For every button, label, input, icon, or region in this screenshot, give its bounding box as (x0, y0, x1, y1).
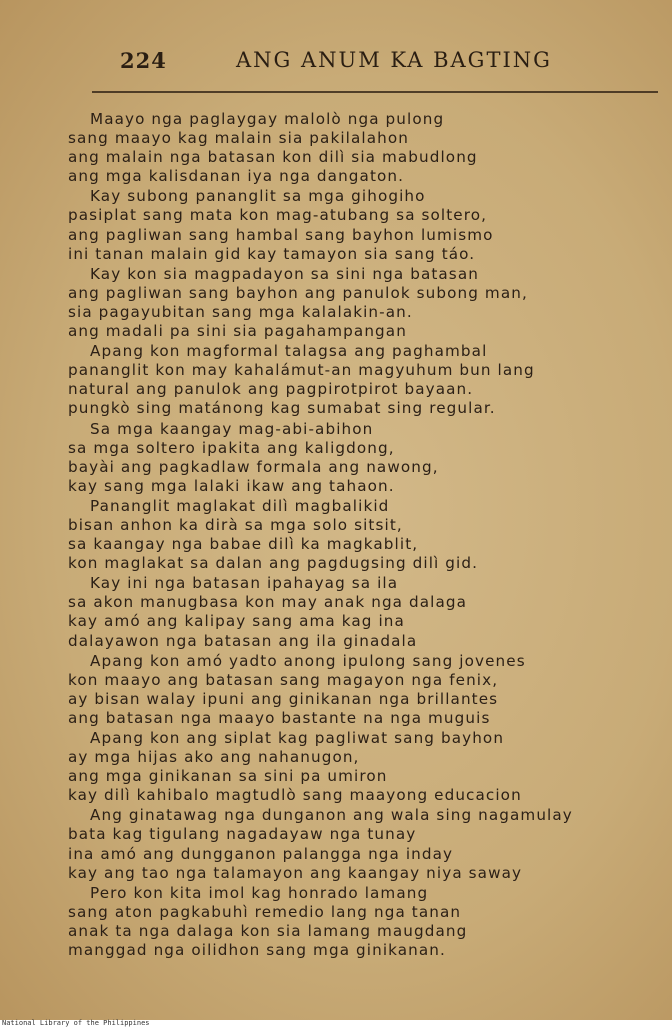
poem-line: pungkò sing matánong kag sumabat sing regular. (68, 399, 496, 418)
stanza (68, 420, 658, 496)
poem-line: ang mga ginikanan sa sini pa umiron (68, 767, 388, 786)
poem-line: kay ang tao nga talamayon ang kaangay niya saway (68, 863, 523, 882)
poem-line: dalayawon nga batasan ang ila ginadala (68, 631, 418, 650)
poem-line: Kay ini nga batasan ipahayag sa ila (90, 574, 399, 593)
library-credit: National Library of the Philippines (2, 1019, 150, 1027)
header-rule (92, 91, 658, 93)
stanza (68, 806, 658, 882)
poem-line: sang maayo kag malain sia pakilalahon (68, 129, 409, 148)
stanza (68, 729, 658, 805)
running-title: ANG ANUM KA BAGTING (236, 48, 552, 72)
poem-line: ay bisan walay ipuni ang ginikanan nga brillantes (68, 689, 499, 708)
poem-line: ay mga hijas ako ang nahanugon, (68, 748, 360, 767)
poem-line: manggad nga oilidhon sang mga ginikanan. (68, 941, 446, 960)
stanza (68, 574, 658, 650)
poem-line: Pero kon kita imol kag honrado lamang (90, 883, 429, 902)
stanza (68, 652, 658, 728)
stanza (68, 110, 658, 186)
page-header (0, 48, 672, 80)
poem-line: Apang kon magformal talagsa ang paghambal (90, 342, 488, 361)
poem-line: ang batasan nga maayo bastante na nga muguis (68, 708, 491, 727)
poem-line: Kay kon sia magpadayon sa sini nga batasan (90, 264, 479, 283)
poem-line: Apang kon amó yadto anong ipulong sang jovenes (90, 651, 526, 670)
poem-line: Pananglit maglakat dilì magbalikid (90, 496, 390, 515)
poem-line: Maayo nga paglaygay malolò nga pulong (90, 110, 445, 128)
poem-line: kay dilì kahibalo magtudlò sang maayong educacion (68, 786, 522, 805)
poem-line: pananglit kon may kahalámut-an magyuhum bun lang (68, 361, 535, 380)
stanza (68, 884, 658, 960)
poem-line: ina amó ang dungganon palangga nga inday (68, 844, 454, 863)
poem-line: bayài ang pagkadlaw formala ang nawong, (68, 457, 439, 476)
poem-line: kon maglakat sa dalan ang pagdugsing dilì gid. (68, 554, 479, 573)
poem-line: ang malain nga batasan kon dilì sia mabudlong (68, 148, 478, 167)
poem-line: ang madali pa sini sia pagahampangan (68, 322, 407, 341)
poem-body (68, 110, 658, 961)
poem-line: sa kaangay nga babae dilì ka magkablit, (68, 535, 419, 554)
poem-line: ini tanan malain gid kay tamayon sia sang táo. (68, 244, 476, 263)
poem-line: sia pagayubitan sang mga kalalakin-an. (68, 302, 413, 321)
poem-line: Kay subong pananglit sa mga gihogiho (90, 187, 426, 206)
poem-line: ang pagliwan sang hambal sang bayhon lumismo (68, 225, 494, 244)
poem-line: Ang ginatawag nga dunganon ang wala sing nagamulay (90, 806, 573, 825)
poem-line: bata kag tigulang nagadayaw nga tunay (68, 825, 417, 844)
poem-line: sa mga soltero ipakita ang kaligdong, (68, 438, 395, 457)
page-number: 224 (120, 48, 167, 73)
poem-line: Sa mga kaangay mag-abi-abihon (90, 419, 374, 438)
stanza (68, 497, 658, 573)
poem-line: sa akon manugbasa kon may anak nga dalaga (68, 593, 468, 612)
poem-line: Apang kon ang siplat kag pagliwat sang bayhon (90, 729, 505, 747)
stanza (68, 265, 658, 341)
poem-line: kon maayo ang batasan sang magayon nga fenix, (68, 670, 499, 689)
poem-line: kay amó ang kalipay sang ama kag ina (68, 612, 405, 631)
poem-line: ang mga kalisdanan iya nga dangaton. (68, 167, 405, 186)
poem-line: bisan anhon ka dirà sa mga solo sitsit, (68, 515, 403, 534)
poem-line: kay sang mga lalaki ikaw ang tahaon. (68, 476, 395, 495)
poem-line: ang pagliwan sang bayhon ang panulok subong man, (68, 283, 528, 302)
poem-line: sang aton pagkabuhì remedio lang nga tanan (68, 902, 462, 921)
poem-line: pasiplat sang mata kon mag-atubang sa soltero, (68, 206, 488, 225)
poem-line: anak ta nga dalaga kon sia lamang maugdang (68, 921, 468, 940)
scan-footer (0, 1020, 672, 1028)
poem-line: natural ang panulok ang pagpirotpirot bayaan. (68, 380, 474, 399)
stanza (68, 342, 658, 418)
stanza (68, 187, 658, 263)
